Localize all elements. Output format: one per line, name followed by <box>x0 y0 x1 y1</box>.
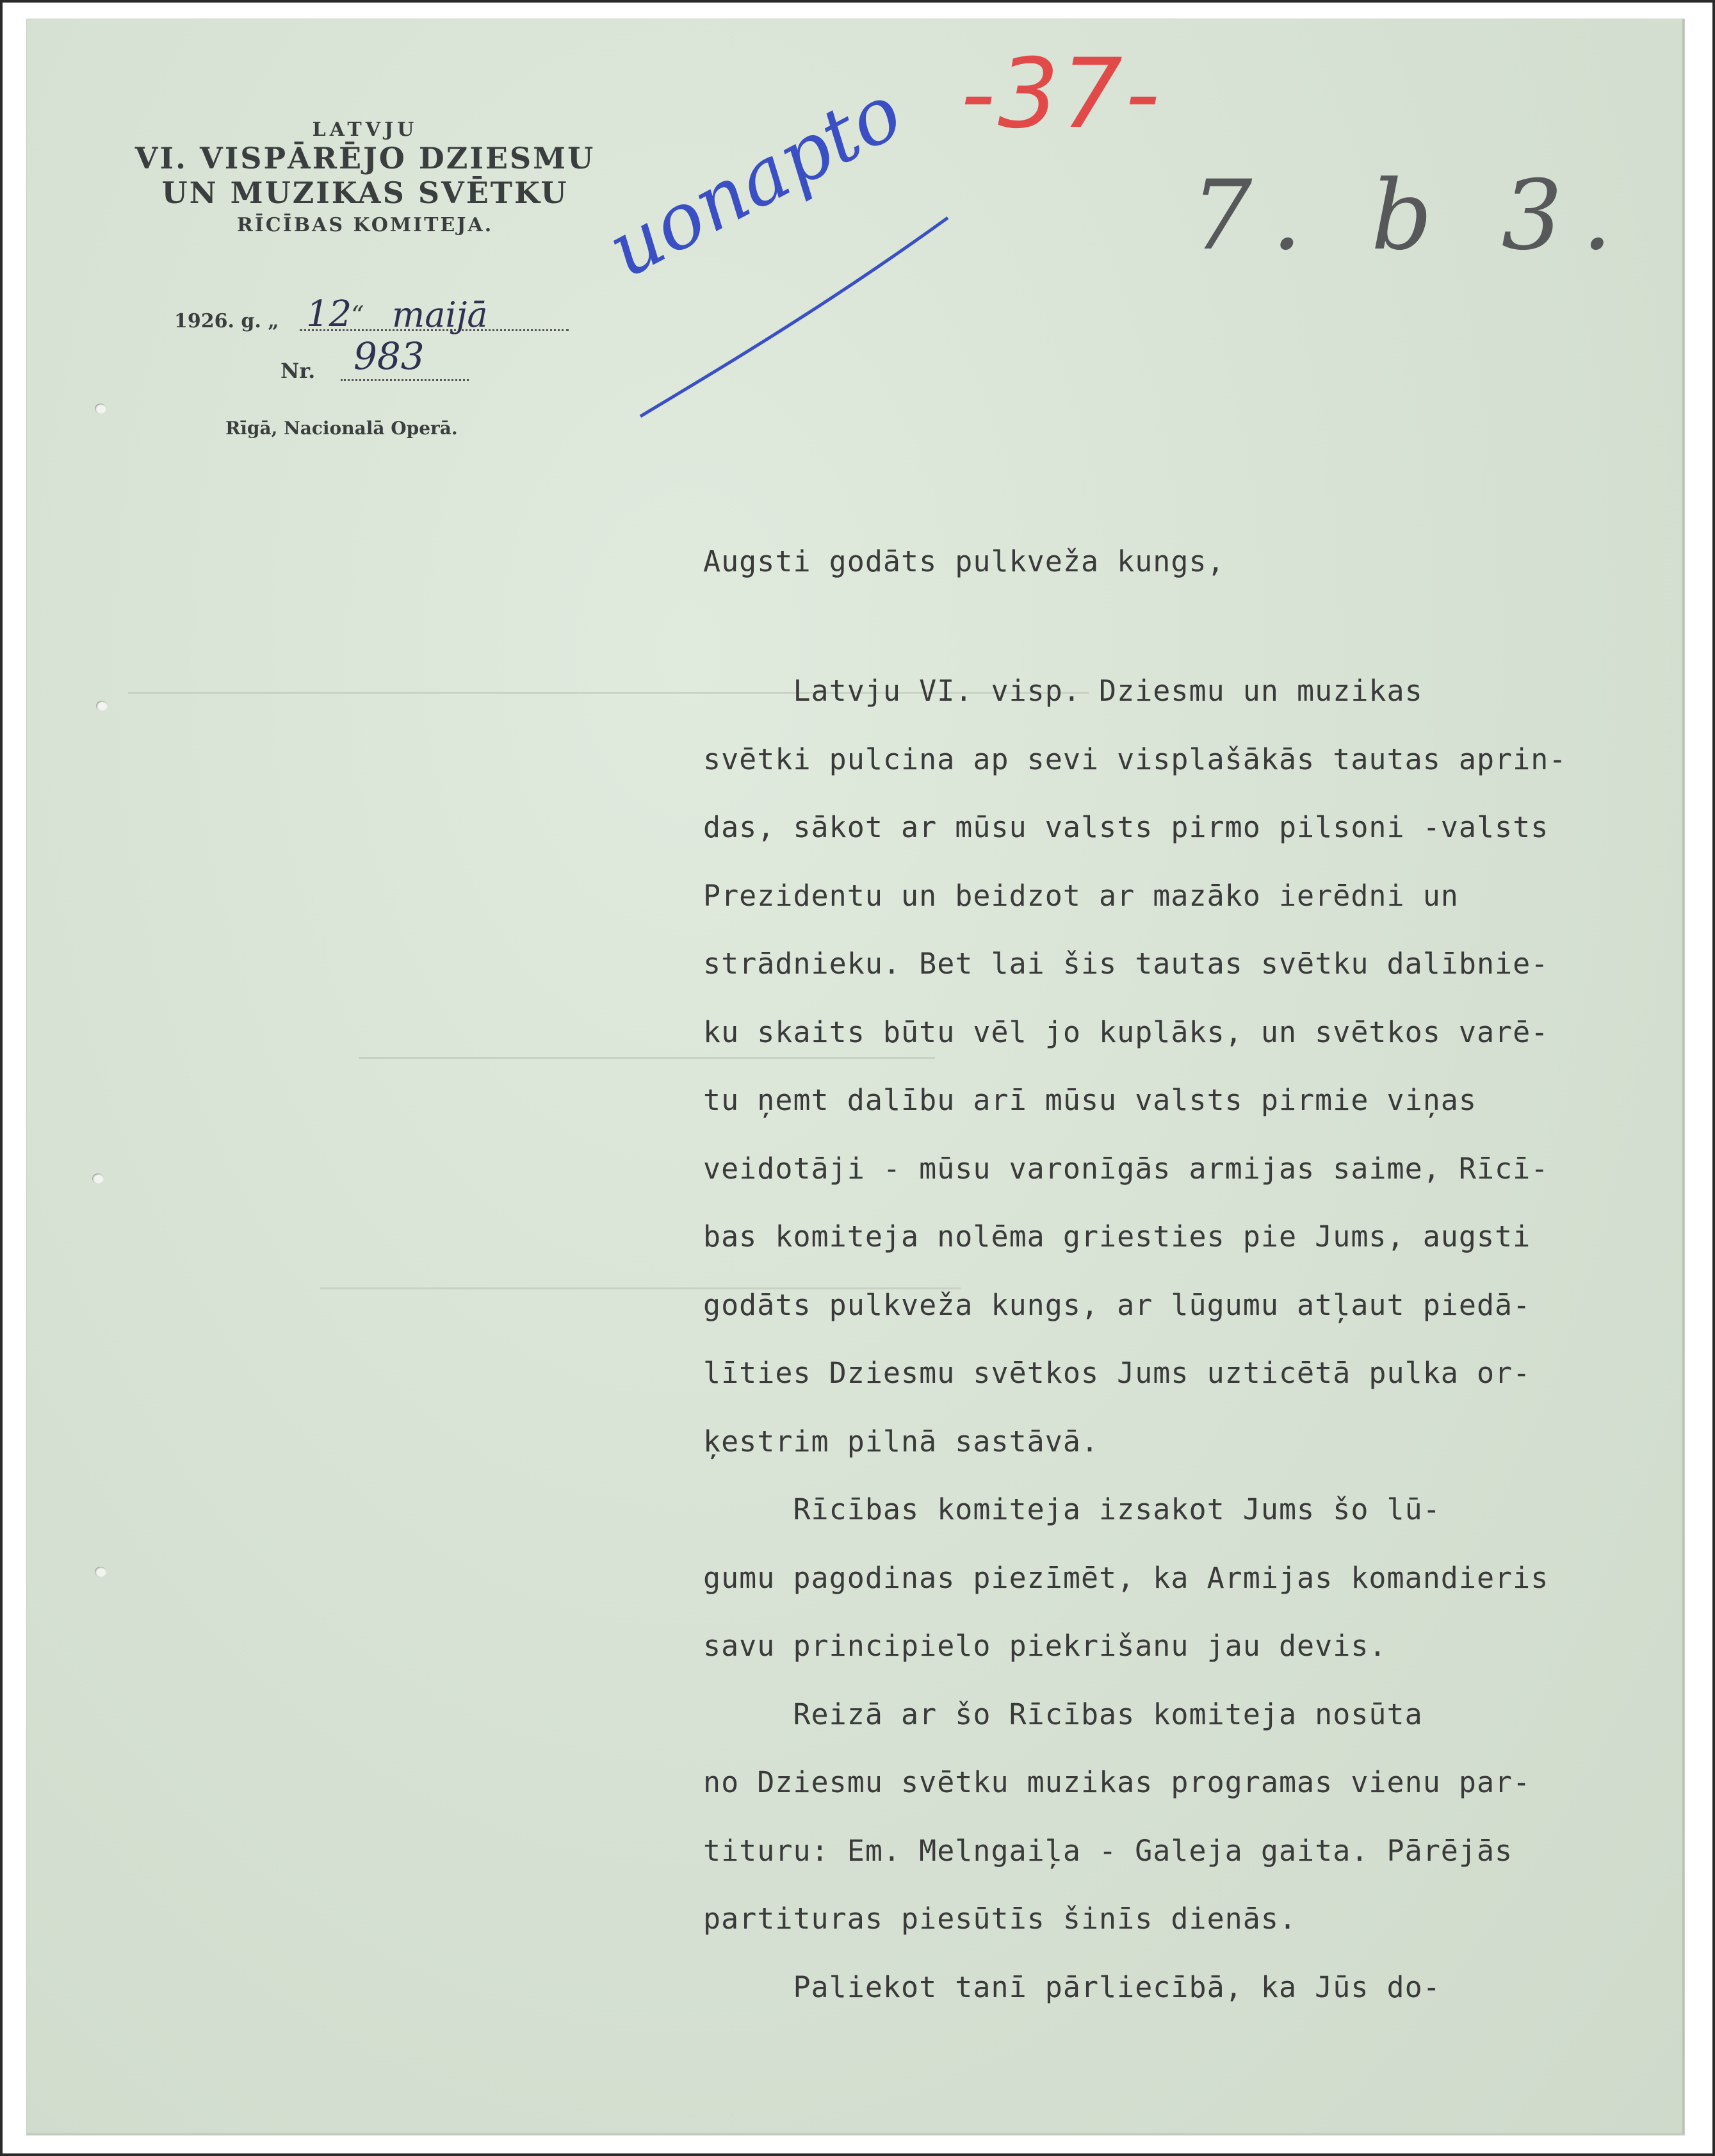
letterhead-line: VI. VISPĀRĒJO DZIESMU <box>134 141 596 176</box>
body-line: strādnieku. Bet lai šis tautas svētku dalībnie- <box>703 947 1549 981</box>
date-prefix: 1926. g. „ <box>174 310 279 332</box>
red-page-number: -37- <box>961 38 1163 150</box>
body-line: ku skaits būtu vēl jo kuplāks, un svētkos varē- <box>703 1015 1549 1049</box>
body-line: līties Dziesmu svētkos Jums uzticētā pulka or- <box>703 1356 1531 1390</box>
date-month: maijā <box>392 295 488 335</box>
body-line: svētki pulcina ap sevi visplašākās tautas aprin- <box>703 742 1567 776</box>
body-line: savu principielo piekrišanu jau devis. <box>703 1629 1387 1663</box>
number-label: Nr. <box>280 359 316 383</box>
sender-address: Rīgā, Nacionalā Operā. <box>225 418 458 439</box>
letterhead-line: LATVJU <box>312 118 418 141</box>
body-line: tu ņemt dalību arī mūsu valsts pirmie viņas <box>703 1083 1477 1117</box>
letterhead-line: UN MUZIKAS SVĒTKU <box>161 176 569 210</box>
body-line: Prezidentu un beidzot ar mazāko ierēdni un <box>703 879 1459 913</box>
body-line: veidotāji - mūsu varonīgās armijas saime, Rīcī- <box>703 1152 1549 1186</box>
salutation: Augsti godāts pulkveža kungs, <box>703 544 1225 578</box>
body-line: Reizā ar šo Rīcības komiteja nosūta <box>703 1697 1423 1731</box>
body-line: gumu pagodinas piezīmēt, ka Armijas komandieris <box>703 1561 1549 1595</box>
body-line: Rīcības komiteja izsakot Jums šo lū- <box>703 1492 1441 1526</box>
body-line: tituru: Em. Melngaiļa - Galeja gaita. Pārējās <box>703 1834 1513 1868</box>
body-line: bas komiteja nolēma griesties pie Jums, augsti <box>703 1220 1531 1254</box>
pencil-archive-mark: 7. b 3. <box>1191 160 1632 272</box>
blue-handwritten-note: uonapto <box>594 67 916 295</box>
body-line: ķestrim pilnā sastāvā. <box>703 1425 1100 1458</box>
body-line: partituras piesūtīs šinīs dienās. <box>703 1902 1297 1936</box>
body-line: no Dziesmu svētku muzikas programas vienu par- <box>703 1765 1531 1799</box>
document-number: 983 <box>354 334 425 378</box>
date-quote: “ <box>351 301 364 331</box>
body-line: Latvju VI. visp. Dziesmu un muzikas <box>703 674 1423 708</box>
date-day: 12 <box>306 293 352 335</box>
letterhead-line: RĪCĪBAS KOMITEJA. <box>236 214 494 236</box>
body-line: Paliekot tanī pārliecībā, ka Jūs do- <box>703 1970 1441 2004</box>
body-line: godāts pulkveža kungs, ar lūgumu atļaut piedā- <box>703 1288 1531 1322</box>
body-line: das, sākot ar mūsu valsts pirmo pilsoni -valsts <box>703 810 1549 844</box>
